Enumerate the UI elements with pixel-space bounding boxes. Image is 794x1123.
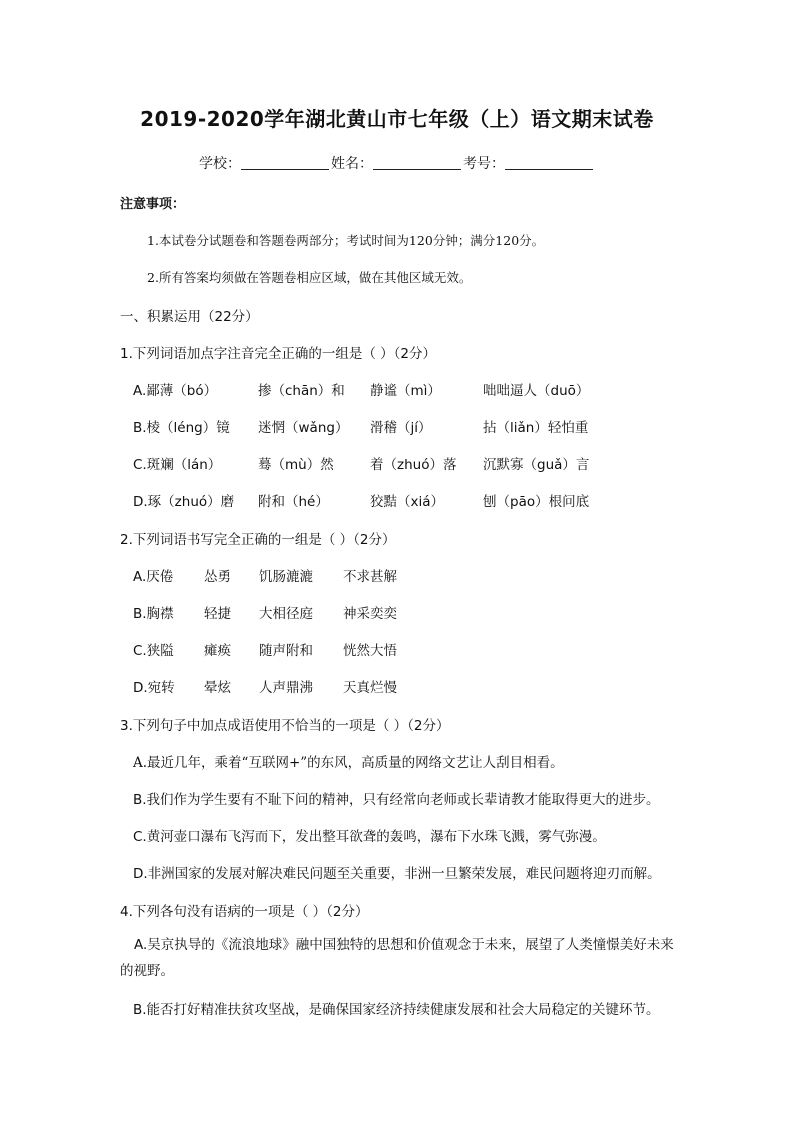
q1-option-b-3: 滑稽（jí） [370, 420, 432, 436]
q2-option-c-3: 随声附和 [259, 643, 313, 659]
q2-option-d-4: 天真烂慢 [343, 680, 397, 696]
q1-option-a-4: 咄咄逼人（duō） [483, 383, 590, 399]
q2-option-c-4: 恍然大悟 [343, 643, 397, 659]
q1-option-d-4: 刨（pāo）根问底 [483, 494, 590, 510]
q2-option-d-2: 晕炫 [204, 680, 231, 696]
q1-option-a-3: 静谧（mì） [370, 383, 441, 399]
q1-option-d-3: 狡黠（xiá） [370, 494, 445, 510]
q1-option-c-1: C.斑斓（lán） [133, 457, 222, 473]
q1-option-b-4: 拈（liǎn）轻怕重 [483, 420, 589, 436]
q2-option-c-1: C.狭隘 [133, 643, 174, 659]
q2-option-d-3: 人声鼎沸 [259, 680, 313, 696]
q4-option-b: B.能否打好精准扶贫攻坚战，是确保国家经济持续健康发展和社会大局稳定的关键环节。 [133, 1002, 660, 1018]
q3-option-b: B.我们作为学生要有不耻下问的精神，只有经常向老师或长辈请教才能取得更大的进步。 [133, 792, 660, 808]
q1-option-d-1: D.琢（zhuó）磨 [133, 494, 235, 510]
question-4-stem: 4.下列各句没有语病的一项是（ ）（2分） [120, 904, 369, 920]
notice-item: 2.所有答案均须做在答题卷相应区域，做在其他区域无效。 [147, 270, 472, 285]
q4-option-a [120, 932, 680, 984]
q2-option-d-1: D.宛转 [133, 680, 175, 696]
q2-option-a-1: A.厌倦 [133, 569, 174, 585]
notice-item: 1.本试卷分试题卷和答题卷两部分；考试时间为120分钟；满分120分。 [147, 233, 545, 248]
section-heading: 一、积累运用（22分） [120, 309, 259, 325]
page-title: 2019-2020学年湖北黄山市七年级（上）语文期末试卷 [140, 107, 654, 131]
q2-option-a-2: 怂勇 [204, 569, 231, 585]
q1-option-a-1: A.鄙薄（bó） [133, 383, 218, 399]
exam-number-label: 考号： [463, 156, 505, 172]
school-blank [241, 155, 329, 170]
q2-option-b-4: 神采奕奕 [343, 606, 397, 622]
q2-option-b-3: 大相径庭 [259, 606, 313, 622]
q1-option-c-3: 着（zhuó）落 [370, 457, 457, 473]
q1-option-b-2: 迷惘（wǎng） [258, 420, 349, 436]
q4-option-a-text: A.吴京执导的《流浪地球》融中国独特的思想和价值观念于未来，展望了人类憧憬美好未来的视野。 [120, 937, 674, 979]
q2-option-b-2: 轻捷 [204, 606, 231, 622]
question-1-stem: 1.下列词语加点字注音完全正确的一组是（ ）（2分） [120, 346, 437, 362]
q1-option-d-2: 附和（hé） [258, 494, 329, 510]
name-label: 姓名： [331, 156, 373, 172]
exam-number-blank [505, 155, 593, 170]
q3-option-a: A.最近几年，乘着“互联网+”的东风，高质量的网络文艺让人刮目相看。 [133, 755, 564, 771]
question-2-stem: 2.下列词语书写完全正确的一组是（ ）（2分） [120, 532, 396, 548]
question-3-stem: 3.下列句子中加点成语使用不恰当的一项是（ ）（2分） [120, 718, 450, 734]
student-info [0, 153, 794, 173]
q3-option-c: C.黄河壶口瀑布飞泻而下，发出整耳欲聋的轰鸣，瀑布下水珠飞溅，雾气弥漫。 [133, 829, 606, 845]
q1-option-c-2: 蓦（mù）然 [258, 457, 334, 473]
q2-option-a-4: 不求甚解 [343, 569, 397, 585]
q3-option-d: D.非洲国家的发展对解决难民问题至关重要，非洲一旦繁荣发展，难民问题将迎刃而解。 [133, 866, 661, 882]
q1-option-a-2: 掺（chān）和 [258, 383, 345, 399]
q2-option-a-3: 饥肠漉漉 [259, 569, 313, 585]
school-label: 学校： [199, 156, 241, 172]
notice-heading: 注意事项： [120, 197, 186, 212]
name-blank [373, 155, 461, 170]
q2-option-c-2: 瘫痪 [204, 643, 231, 659]
q2-option-b-1: B.胸襟 [133, 606, 174, 622]
q1-option-b-1: B.棱（léng）镜 [133, 420, 230, 436]
q1-option-c-4: 沉默寡（guǎ）言 [483, 457, 590, 473]
